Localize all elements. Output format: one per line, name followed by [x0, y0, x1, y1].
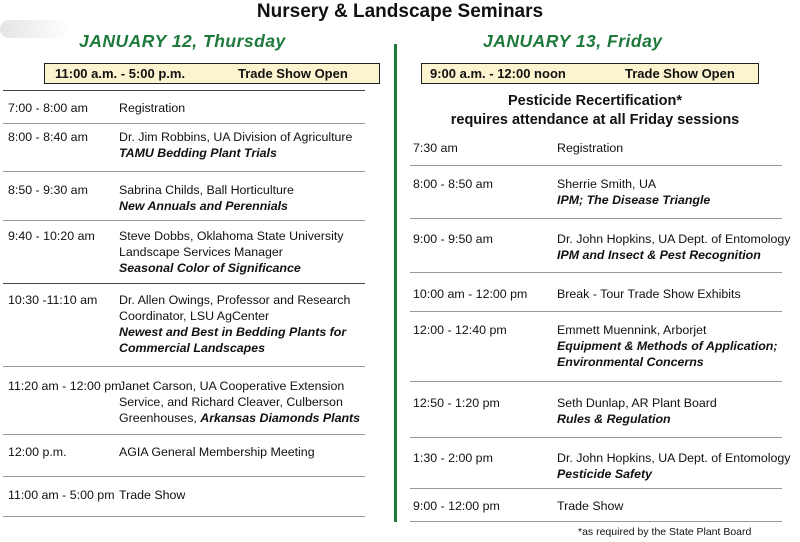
session-speaker: Greenhouses, Arkansas Diamonds Plants	[119, 411, 361, 425]
session-topic: IPM and Insect & Pest Recognition	[557, 248, 761, 262]
row-separator	[410, 381, 782, 382]
session-speaker: Service, and Richard Cleaver, Culberson	[119, 395, 343, 409]
row-separator	[410, 437, 782, 438]
session-description	[557, 286, 741, 302]
session-time: 12:50 - 1:20 pm	[413, 396, 500, 410]
session-time: 7:30 am	[413, 141, 458, 155]
row-separator	[3, 90, 365, 91]
session-description	[119, 182, 294, 214]
session-speaker: Coordinator, LSU AgCenter	[119, 309, 270, 323]
session-speaker: Janet Carson, UA Cooperative Extension	[119, 379, 345, 393]
session-topic: Commercial Landscapes	[119, 341, 265, 355]
trade-label: Trade Show Open	[625, 66, 735, 81]
session-description	[557, 450, 790, 482]
session-time: 9:00 - 12:00 pm	[413, 499, 500, 513]
session-time: 8:00 - 8:50 am	[413, 177, 493, 191]
row-separator	[410, 488, 782, 489]
session-time: 11:00 am - 5:00 pm	[8, 488, 115, 502]
session-description	[557, 176, 710, 208]
session-description	[119, 487, 185, 503]
session-speaker: Dr. John Hopkins, UA Dept. of Entomology	[557, 451, 791, 465]
session-description	[119, 378, 360, 426]
pesticide-notice	[398, 92, 792, 130]
session-speaker: Registration	[557, 141, 624, 155]
session-time: 8:00 - 8:40 am	[8, 130, 88, 144]
session-topic: Environmental Concerns	[557, 355, 704, 369]
row-separator	[3, 283, 365, 284]
session-time: 11:20 am - 12:00 pm	[8, 379, 122, 393]
trade-label: Trade Show Open	[238, 66, 348, 81]
session-topic: TAMU Bedding Plant Trials	[119, 146, 277, 160]
trade-show-banner-thursday	[44, 63, 380, 84]
session-time: 10:00 am - 12:00 pm	[413, 287, 528, 301]
day-heading-friday: JANUARY 13, Friday	[483, 31, 663, 51]
pesticide-requirement: requires attendance at all Friday sessions	[450, 112, 740, 128]
session-time: 9:00 - 9:50 am	[413, 232, 493, 246]
session-speaker: Dr. Allen Owings, Professor and Research	[119, 293, 351, 307]
session-speaker: Trade Show	[557, 499, 624, 513]
session-speaker: Steve Dobbs, Oklahoma State University	[119, 229, 344, 243]
session-topic: New Annuals and Perennials	[119, 199, 288, 213]
session-description	[557, 231, 790, 263]
row-separator	[410, 521, 782, 522]
row-separator	[3, 516, 365, 517]
pesticide-title: Pesticide Recertification*	[507, 93, 683, 109]
session-time: 7:00 - 8:00 am	[8, 101, 88, 115]
session-speaker: Sabrina Childs, Ball Horticulture	[119, 183, 294, 197]
trade-time: 11:00 a.m. - 5:00 p.m.	[55, 66, 186, 81]
row-separator	[3, 434, 365, 435]
row-separator	[3, 366, 365, 367]
session-time: 12:00 p.m.	[8, 445, 67, 459]
session-time: 1:30 - 2:00 pm	[413, 451, 493, 465]
row-separator	[3, 220, 365, 221]
session-topic: Pesticide Safety	[557, 467, 653, 481]
session-time: 12:00 - 12:40 pm	[413, 323, 507, 337]
trade-show-banner-friday	[421, 63, 759, 84]
session-description	[119, 100, 185, 116]
page-title: Nursery & Landscape Seminars	[256, 1, 544, 22]
session-topic: Newest and Best in Bedding Plants for	[119, 325, 347, 339]
session-topic: Arkansas Diamonds Plants	[200, 411, 361, 425]
session-speaker: Dr. Jim Robbins, UA Division of Agriculture	[119, 130, 353, 144]
session-speaker: Dr. John Hopkins, UA Dept. of Entomology	[557, 232, 791, 246]
session-speaker: Seth Dunlap, AR Plant Board	[557, 396, 717, 410]
row-separator	[410, 218, 782, 219]
session-description	[557, 140, 623, 156]
session-description	[557, 395, 717, 427]
session-description	[557, 322, 778, 370]
session-topic: Seasonal Color of Significance	[119, 261, 301, 275]
session-topic: Equipment & Methods of Application;	[557, 339, 778, 353]
footnote: *as required by the State Plant Board	[578, 526, 752, 538]
session-description	[557, 498, 623, 514]
session-speaker: Trade Show	[119, 488, 186, 502]
session-time: 10:30 -11:10 am	[8, 293, 98, 307]
session-description	[119, 292, 350, 356]
session-speaker: Break - Tour Trade Show Exhibits	[557, 287, 741, 301]
session-description	[119, 228, 344, 276]
session-description	[119, 129, 352, 161]
session-speaker: Registration	[119, 101, 186, 115]
session-speaker: Landscape Services Manager	[119, 245, 283, 259]
row-separator	[3, 171, 365, 172]
session-topic: IPM; The Disease Triangle	[557, 193, 711, 207]
session-speaker: Sherrie Smith, UA	[557, 177, 657, 191]
row-separator	[410, 311, 782, 312]
session-speaker: Emmett Muennink, Arborjet	[557, 323, 707, 337]
row-separator	[3, 476, 365, 477]
session-topic: Rules & Regulation	[557, 412, 671, 426]
session-description	[119, 444, 315, 460]
column-divider	[394, 44, 397, 522]
session-speaker: AGIA General Membership Meeting	[119, 445, 315, 459]
row-separator	[3, 123, 365, 124]
row-separator	[410, 165, 782, 166]
trade-time: 9:00 a.m. - 12:00 noon	[430, 66, 566, 81]
day-heading-thursday: JANUARY 12, Thursday	[79, 31, 286, 51]
session-time: 9:40 - 10:20 am	[8, 229, 95, 243]
session-time: 8:50 - 9:30 am	[8, 183, 88, 197]
row-separator	[410, 272, 782, 273]
